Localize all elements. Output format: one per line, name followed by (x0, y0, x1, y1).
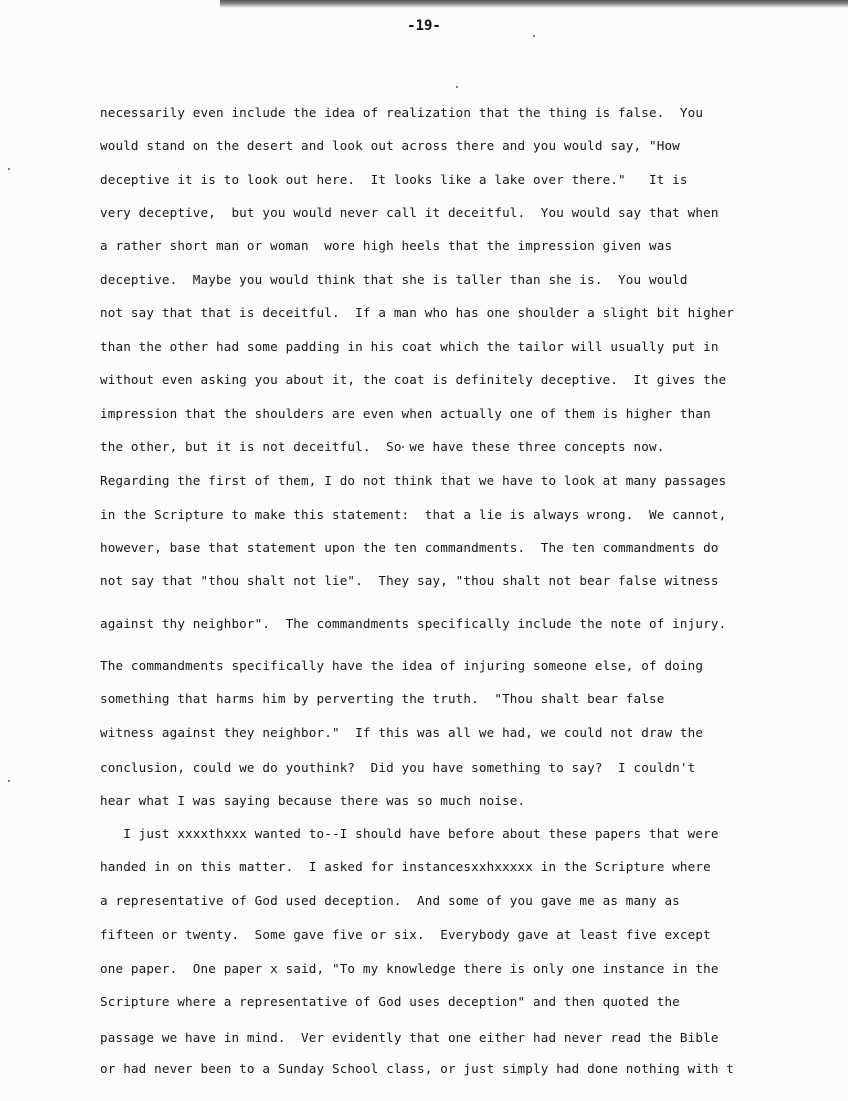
text-line: very deceptive, but you would never call it deceitful. You would say that when (100, 205, 719, 220)
text-line: hear what I was saying because there was so much noise. (100, 793, 526, 808)
scan-top-edge (220, 0, 848, 8)
page-number: -19- (407, 18, 441, 34)
text-line: conclusion, could we do youthink? Did you have something to say? I couldn't (100, 760, 696, 775)
text-line: necessarily even include the idea of realization that the thing is false. You (100, 105, 704, 120)
text-line: the other, but it is not deceitful. So we have these three concepts now. (100, 439, 665, 454)
text-line: one paper. One paper x said, "To my knowledge there is only one instance in the (100, 961, 719, 976)
scan-speck (8, 168, 10, 170)
text-line: in the Scripture to make this statement: that a lie is always wrong. We cannot, (100, 507, 727, 522)
text-line: The commandments specifically have the idea of injuring someone else, of doing (100, 658, 704, 673)
text-line: not say that "thou shalt not lie". They say, "thou shalt not bear false witness (100, 573, 719, 588)
text-line: would stand on the desert and look out across there and you would say, "How (100, 138, 680, 153)
text-line: impression that the shoulders are even when actually one of them is higher than (100, 406, 711, 421)
text-line: not say that that is deceitful. If a man who has one shoulder a slight bit higher (100, 305, 735, 320)
scan-speck (533, 35, 535, 37)
scan-speck (456, 86, 458, 88)
text-line: without even asking you about it, the coat is definitely deceptive. It gives the (100, 372, 727, 387)
text-line: against thy neighbor". The commandments specifically include the note of injury. (100, 616, 727, 631)
text-line: passage we have in mind. Ver evidently that one either had never read the Bible (100, 1030, 719, 1045)
text-line: I just xxxxthxxx wanted to--I should have before about these papers that were (100, 826, 719, 841)
text-line: a rather short man or woman wore high heels that the impression given was (100, 238, 673, 253)
text-line: Scripture where a representative of God uses deception" and then quoted the (100, 994, 680, 1009)
text-line: a representative of God used deception. And some of you gave me as many as (100, 893, 680, 908)
text-line: however, base that statement upon the ten commandments. The ten commandments do (100, 540, 719, 555)
text-line: deceptive it is to look out here. It looks like a lake over there." It is (100, 172, 688, 187)
text-line: than the other had some padding in his coat which the tailor will usually put in (100, 339, 719, 354)
text-line: deceptive. Maybe you would think that she is taller than she is. You would (100, 272, 688, 287)
text-line: witness against they neighbor." If this was all we had, we could not draw the (100, 725, 704, 740)
text-line: fifteen or twenty. Some gave five or six. Everybody gave at least five except (100, 927, 711, 942)
scan-speck (8, 780, 10, 782)
text-line: something that harms him by perverting the truth. "Thou shalt bear false (100, 691, 665, 706)
text-line: or had never been to a Sunday School class, or just simply had done nothing with t (100, 1061, 735, 1076)
text-line: Regarding the first of them, I do not think that we have to look at many passages (100, 473, 727, 488)
text-line: handed in on this matter. I asked for instancesxxhxxxxx in the Scripture where (100, 859, 711, 874)
